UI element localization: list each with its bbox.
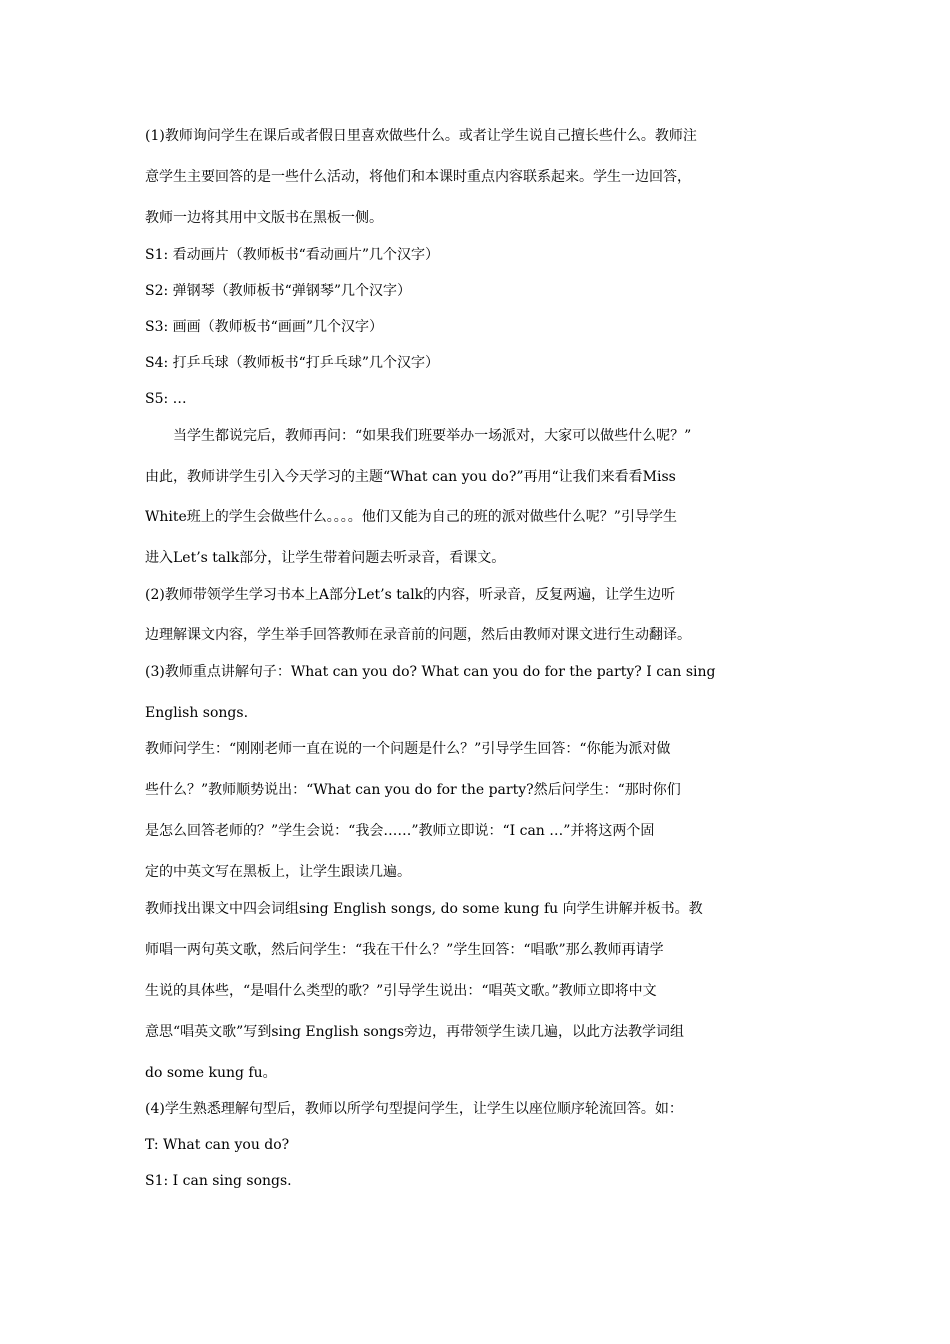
paragraph-line: 是怎么回答老师的？”学生会说：“我会……”教师立即说：“I can …”并将这两个固 (145, 823, 655, 839)
paragraph-line: 教师找出课文中四会词组sing English songs, do some kung fu 向学生讲解并板书。教 (145, 901, 703, 917)
paragraph-line: 师唱一两句英文歌，然后问学生：“我在干什么？”学生回答：“唱歌”那么教师再请学 (145, 942, 664, 958)
paragraph-line: English songs. (145, 705, 249, 721)
paragraph-line: S1: 看动画片（教师板书“看动画片”几个汉字） (145, 247, 439, 263)
paragraph-line: (2)教师带领学生学习书本上A部分Let’s talk的内容，听录音，反复两遍，让学生边听 (145, 587, 676, 603)
paragraph-line: S1: I can sing songs. (145, 1173, 292, 1189)
paragraph-line: T: What can you do? (145, 1137, 290, 1153)
paragraph-line: (4)学生熟悉理解句型后，教师以所学句型提问学生，让学生以座位顺序轮流回答。如： (145, 1101, 683, 1117)
paragraph-line: S3: 画画（教师板书“画画”几个汉字） (145, 319, 383, 335)
paragraph-line: 意思“唱英文歌”写到sing English songs旁边，再带领学生读几遍，以此方法教学词组 (145, 1024, 684, 1040)
paragraph-line: 生说的具体些，“是唱什么类型的歌？”引导学生说出：“唱英文歌。”教师立即将中文 (145, 983, 657, 999)
paragraph-line: 进入Let’s talk部分，让学生带着问题去听录音，看课文。 (145, 550, 506, 566)
paragraph-line: (1)教师询问学生在课后或者假日里喜欢做些什么。或者让学生说自己擅长些什么。教师注 (145, 128, 697, 144)
paragraph-line: 教师一边将其用中文版书在黑板一侧。 (145, 210, 383, 226)
paragraph-line: 意学生主要回答的是一些什么活动，将他们和本课时重点内容联系起来。学生一边回答， (145, 169, 691, 185)
paragraph-line: 教师问学生：“刚刚老师一直在说的一个问题是什么？”引导学生回答：“你能为派对做 (145, 741, 671, 757)
paragraph-line: (3)教师重点讲解句子：What can you do? What can you do for the party? I can sing (145, 664, 716, 680)
paragraph-line: 边理解课文内容，学生举手回答教师在录音前的问题，然后由教师对课文进行生动翻译。 (145, 627, 691, 643)
paragraph-line: S2: 弹钢琴（教师板书“弹钢琴”几个汉字） (145, 283, 411, 299)
paragraph-line: S4: 打乒乓球（教师板书“打乒乓球”几个汉字） (145, 355, 439, 371)
paragraph-line: 由此，教师讲学生引入今天学习的主题“What can you do?”再用“让我们来看看Miss (145, 469, 676, 485)
paragraph-line: 当学生都说完后，教师再问：“如果我们班要举办一场派对，大家可以做些什么呢？” (173, 428, 692, 444)
paragraph-line: S5: … (145, 391, 187, 407)
paragraph-line: 些什么？”教师顺势说出：“What can you do for the party?然后问学生：“那时你们 (145, 782, 681, 798)
paragraph-line: do some kung fu。 (145, 1065, 277, 1081)
paragraph-line: White班上的学生会做些什么。。。。他们又能为自己的班的派对做些什么呢？”引导学生 (145, 509, 677, 525)
paragraph-line: 定的中英文写在黑板上，让学生跟读几遍。 (145, 864, 411, 880)
